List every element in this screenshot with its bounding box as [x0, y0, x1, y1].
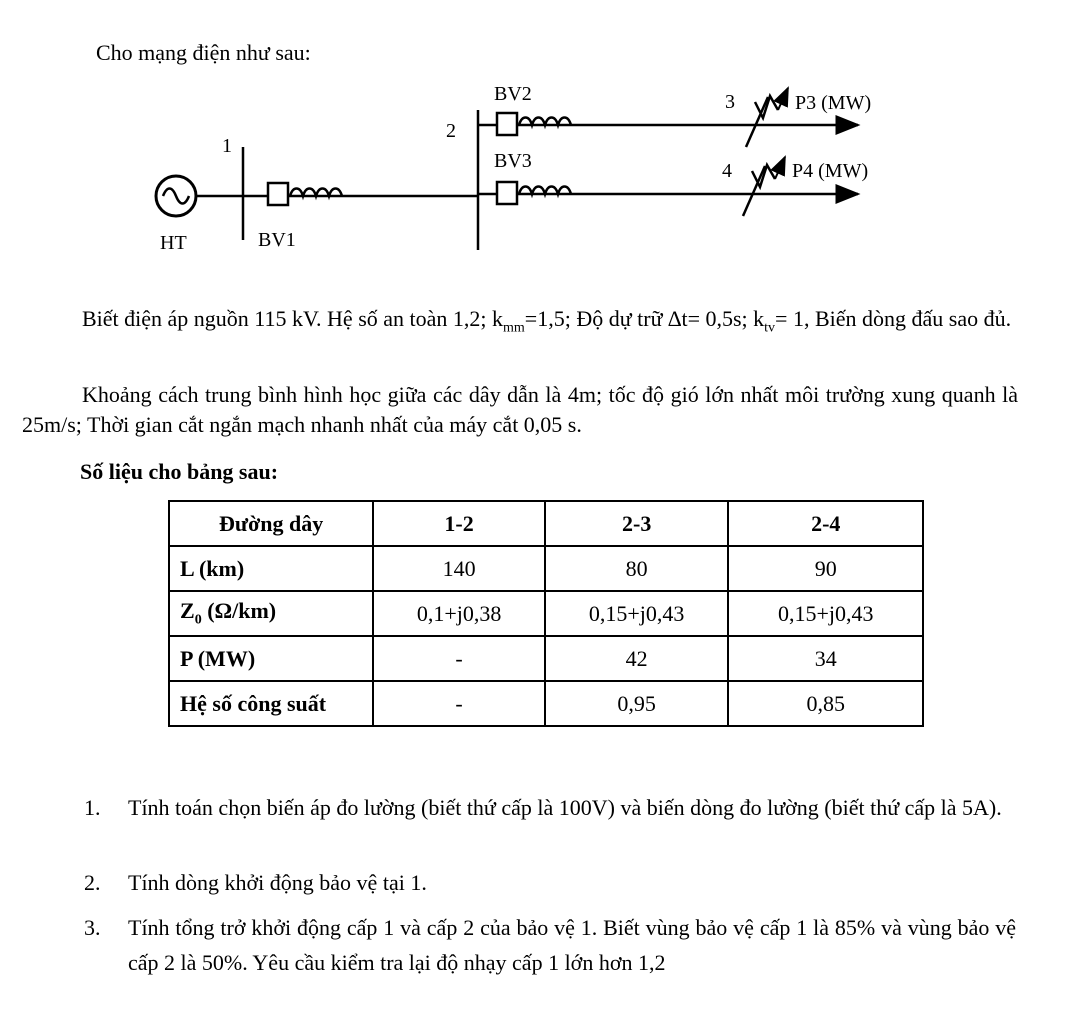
breaker-label-bv3: BV3 [494, 150, 532, 172]
row-label: P (MW) [169, 636, 373, 681]
table-cell: - [373, 636, 545, 681]
breaker-label-bv2: BV2 [494, 83, 532, 105]
table-row [169, 681, 923, 726]
bus-label-3: 3 [725, 91, 735, 113]
question-number: 2. [84, 870, 101, 895]
table-cell: 34 [728, 636, 923, 681]
question-text: Tính dòng khởi động bảo vệ tại 1. [128, 870, 427, 895]
load-label-p3: P3 (MW) [795, 92, 872, 114]
question-text: Tính toán chọn biến áp đo lường (biết thứ cấp là 100V) và biến dòng đo lường (biết thứ cấp là 5A). [128, 795, 1002, 820]
question-3 [84, 910, 1016, 980]
row-label: L (km) [169, 546, 373, 591]
table-cell: 0,95 [545, 681, 729, 726]
load-3-icon [746, 88, 788, 147]
intro-text: Cho mạng điện như sau: [96, 40, 311, 65]
table-title: Số liệu cho bảng sau: [80, 459, 279, 484]
table-cell: 90 [728, 546, 923, 591]
load-4-icon [743, 157, 785, 216]
table-cell: - [373, 681, 545, 726]
table-cell: 0,85 [728, 681, 923, 726]
question-number: 1. [84, 795, 101, 820]
load-label-p4: P4 (MW) [792, 160, 869, 182]
paragraph-2: Khoảng cách trung bình hình học giữa các dây dẫn là 4m; tốc độ gió lớn nhất môi trường xung quanh là 25m/s; Thời gian cắt ngắn mạch nhanh nhất của máy cắt 0,05 s. [22, 382, 1018, 437]
table-cell: 42 [545, 636, 729, 681]
table-row [169, 546, 923, 591]
table-cell: 0,15+j0,43 [728, 591, 923, 636]
bus-label-4: 4 [722, 160, 732, 182]
table-header-row [169, 501, 923, 546]
source-label: HT [160, 232, 187, 254]
table-cell: 80 [545, 546, 729, 591]
breaker-bv1-icon [268, 183, 342, 205]
network-diagram [0, 0, 1080, 270]
table-cell: 140 [373, 546, 545, 591]
data-table [168, 500, 924, 727]
generator-icon [156, 176, 196, 216]
table-row [169, 636, 923, 681]
paragraph-1: Biết điện áp nguồn 115 kV. Hệ số an toàn 1,2; $k_{mm}=1,5$; Độ dự trữ ∆t= 0,5s; $k_{tv}= 1$, Biến dòng đấu sao đủ. [82, 306, 1012, 336]
row-label: Hệ số công suất [169, 681, 373, 726]
question-2 [84, 865, 1016, 900]
table-cell: 0,1+j0,38 [373, 591, 545, 636]
question-1 [84, 790, 1016, 825]
question-number: 3. [84, 915, 101, 940]
table-header-cell: Đường dây [169, 501, 373, 546]
row-label: $Z_0$ (Ω/km) [169, 591, 373, 636]
table-header-cell: 2-3 [545, 501, 729, 546]
table-row [169, 591, 923, 636]
table-cell: 0,15+j0,43 [545, 591, 729, 636]
table-header-cell: 2-4 [728, 501, 923, 546]
breaker-label-bv1: BV1 [258, 229, 296, 251]
bus-label-1: 1 [222, 135, 232, 157]
question-text: Tính tổng trở khởi động cấp 1 và cấp 2 của bảo vệ 1. Biết vùng bảo vệ cấp 1 là 85% và vùng bảo vệ cấp 2 là 50%. Yêu cầu kiểm tra lại độ nhạy cấp 1 lớn hơn 1,2 [128, 915, 1016, 975]
bus-label-2: 2 [446, 120, 456, 142]
table-header-cell: 1-2 [373, 501, 545, 546]
